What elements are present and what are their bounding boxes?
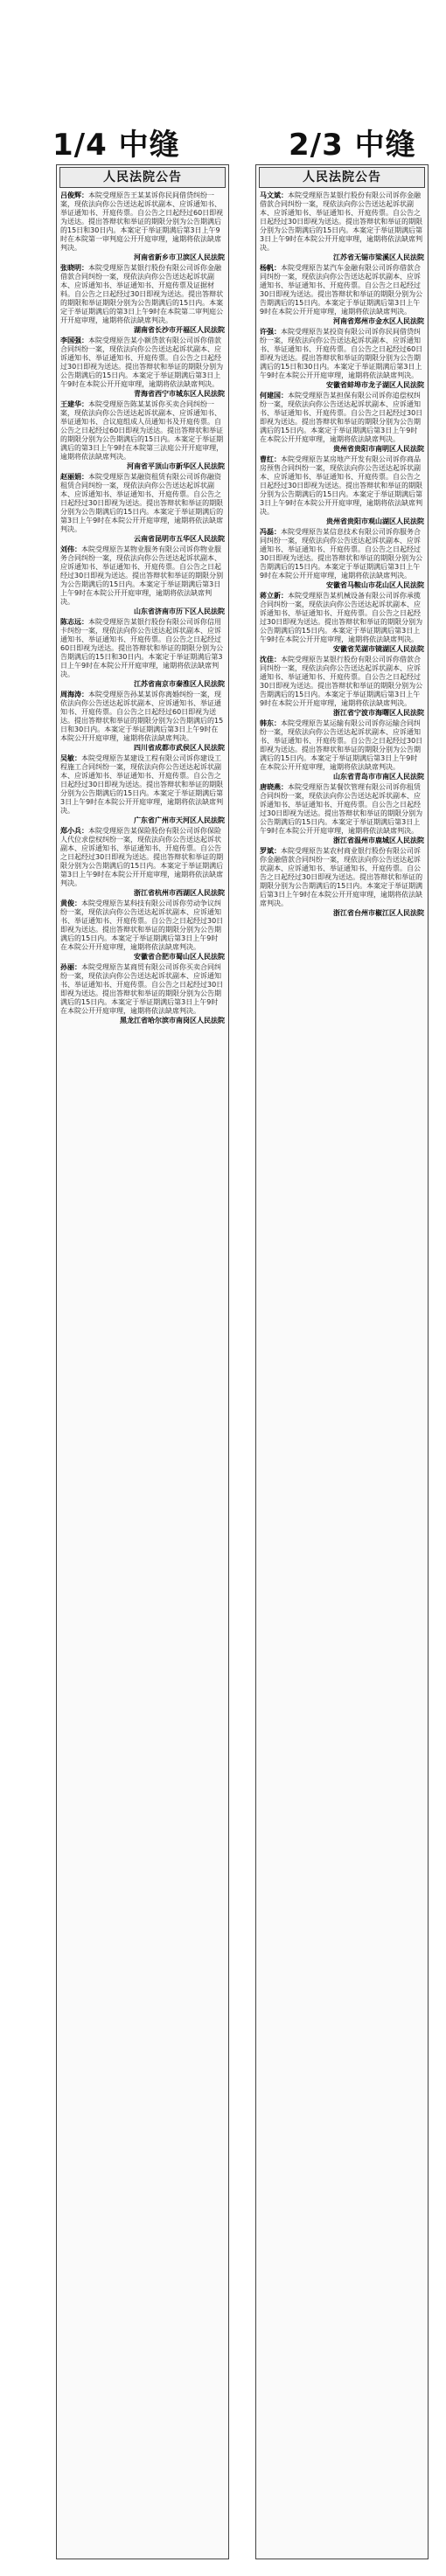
right-column-heading: 2/3 中缝 bbox=[289, 128, 416, 163]
notice-body: 本院受理原告某融资租赁有限公司诉你融资租赁合同纠纷一案，现依法向你公告送达起诉状副本、应诉通知书、举证通知书、开庭传票。自公告之日起经过30日即视为送达。提出答辩状和举证的期限分别为公告期满后的15日内。本案定于举证期满后的第3日上午9时在本院公开开庭审理，逾期将依法缺席判决。 bbox=[60, 473, 224, 533]
court-notice: 刘伟：本院受理原告某物业服务有限公司诉你物业服务合同纠纷一案，现依法向你公告送达起诉状副本、应诉通知书、举证通知书、开庭传票。自公告之日起经过30日即视为送达。提出答辩状和举证的期限分别为公告期满后的15日内。本案定于举证期满后第3日上午9时在本院公开开庭审理，逾期将依法缺席判决。 山东省济南市历下区人民法院 bbox=[60, 545, 225, 615]
court-notice: 许强：本院受理原告某投资有限公司诉你民间借贷纠纷一案，现依法向你公告送达起诉状副本、应诉通知书、举证通知书、开庭传票。自公告之日起经过60日即视为送达。提出答辩状和举证的期限分别为公告期满后的15日和30日内。本案定于举证期满后第3日上午9时在本院公开开庭审理，逾期将依法缺席判决。 安徽省蚌埠市龙子湖区人民法院 bbox=[260, 328, 424, 389]
notice-body: 本院受理原告某小额贷款有限公司诉你借款合同纠纷一案，现依法向你公告送达起诉状副本、应诉通知书、举证通知书、开庭传票。自公告之日起经过30日即视为送达。提出答辩状和举证的期限分别为公告期满后的15日内。本案定于举证期满后第3日上午9时在本院公开开庭审理，逾期将依法缺席判决。 bbox=[60, 337, 224, 388]
party-name: 孙丽 bbox=[60, 963, 74, 971]
notice-body: 本院受理原告某物业服务有限公司诉你物业服务合同纠纷一案，现依法向你公告送达起诉状副本、应诉通知书、举证通知书、开庭传票。自公告之日起经过30日即视为送达。提出答辩状和举证的期限分别为公告期满后的15日内。本案定于举证期满后第3日上午9时在本院公开开庭审理，逾期将依法缺席判决。 bbox=[60, 545, 224, 606]
party-name: 郑小兵 bbox=[60, 827, 81, 835]
court-notice: 王建华：本院受理原告陈某某诉你买卖合同纠纷一案，现依法向你公告送达起诉状副本、应诉通知书、举证通知书、合议庭组成人员通知书及开庭传票。自公告之日起经过60日即视为送达。提出答辩状和举证的期限分别为公告期满后的15日内。本案定于举证期满后的第3日上午9时在本院第三法庭公开开庭审理，逾期将依法缺席判决。 河南省平顶山市新华区人民法院 bbox=[60, 400, 225, 470]
party-name: 许强 bbox=[260, 328, 274, 336]
court-notice: 李国强：本院受理原告某小额贷款有限公司诉你借款合同纠纷一案，现依法向你公告送达起诉状副本、应诉通知书、举证通知书、开庭传票。自公告之日起经过30日即视为送达。提出答辩状和举证的期限分别为公告期满后的15日内。本案定于举证期满后第3日上午9时在本院公开开庭审理，逾期将依法缺席判决。 青海省西宁市城东区人民法院 bbox=[60, 337, 225, 398]
notice-body: 本院受理原告某商贸有限公司诉你买卖合同纠纷一案，现依法向你公告送达起诉状副本、应诉通知书、举证通知书、开庭传票。自公告之日起经过30日即视为送达。提出答辩状和举证的期限分别为公告期满后的15日内。本案定于举证期满后第3日上午9时在本院公开开庭审理，逾期将依法缺席判决。 bbox=[60, 963, 224, 1015]
notice-body: 本院受理原告某餐饮管理有限公司诉你租赁合同纠纷一案，现依法向你公告送达起诉状副本、应诉通知书、举证通知书、开庭传票。自公告之日起经过30日即视为送达。提出答辩状和举证的期限分别为公告期满后的15日内。本案定于举证期满后第3日上午9时在本院公开开庭审理，逾期将依法缺席判决。 bbox=[260, 783, 423, 835]
party-name: 韩东 bbox=[260, 719, 274, 727]
notice-body: 本院受理原告某机械设备有限公司诉你承揽合同纠纷一案，现依法向你公告送达起诉状副本、应诉通知书、举证通知书、开庭传票。自公告之日起经过30日即视为送达。提出答辩状和举证的期限分别为公告期满后的15日内。本案定于举证期满后第3日上午9时在本院公开开庭审理，逾期将依法缺席判决。 bbox=[260, 592, 423, 643]
party-name: 张晓明 bbox=[60, 264, 81, 272]
notice-body: 本院受理原告陈某某诉你买卖合同纠纷一案，现依法向你公告送达起诉状副本、应诉通知书、举证通知书、合议庭组成人员通知书及开庭传票。自公告之日起经过60日即视为送达。提出答辩状和举证的期限分别为公告期满后的15日内。本案定于举证期满后的第3日上午9时在本院第三法庭公开开庭审理，逾期将依法缺席判决。 bbox=[60, 400, 224, 461]
court-notice: 曹红：本院受理原告某房地产开发有限公司诉你商品房预售合同纠纷一案，现依法向你公告送达起诉状副本、应诉通知书、举证通知书、开庭传票。自公告之日起经过30日即视为送达。提出答辩状和举证的期限分别为公告期满后的15日内。本案定于举证期满后第3日上午9时在本院公开开庭审理，逾期将依法缺席判决。 贵州省贵阳市观山湖区人民法院 bbox=[260, 455, 424, 525]
court-signature: 安徽省蚌埠市龙子湖区人民法院 bbox=[326, 381, 424, 389]
notice-body: 本院受理原告某运输有限公司诉你运输合同纠纷一案，现依法向你公告送达起诉状副本、应诉通知书、举证通知书、开庭传票。自公告之日起经过30日即视为送达。提出答辩状和举证的期限分别为公告期满后的15日内。本案定于举证期满后第3日上午9时在本院公开开庭审理，逾期将依法缺席判决。 bbox=[260, 719, 423, 771]
court-notice: 赵丽娟：本院受理原告某融资租赁有限公司诉你融资租赁合同纠纷一案，现依法向你公告送达起诉状副本、应诉通知书、举证通知书、开庭传票。自公告之日起经过30日即视为送达。提出答辩状和举证的期限分别为公告期满后的15日内。本案定于举证期满后的第3日上午9时在本院公开开庭审理，逾期将依法缺席判决。 云南省昆明市五华区人民法院 bbox=[60, 473, 225, 543]
left-notice-column bbox=[56, 164, 229, 2559]
notice-body: 本院受理原告某银行股份有限公司诉你金融借款合同纠纷一案，现依法向你公告送达起诉状副本、应诉通知书、举证通知书、开庭传票。自公告之日起经过30日即视为送达。提出答辩状和举证的期限分别为公告期满后的15日内。本案定于举证期满后第3日上午9时在本院公开开庭审理，逾期将依法缺席判决。 bbox=[260, 191, 423, 252]
notice-body: 本院受理原告某农村商业银行股份有限公司诉你金融借款合同纠纷一案，现依法向你公告送达起诉状副本、应诉通知书、举证通知书、开庭传票。自公告之日起经过30日即视为送达。提出答辩状和举证的期限分别为公告期满后的15日内。本案定于举证期满后第3日上午9时在本院公开开庭审理，逾期将依法缺席判决。 bbox=[260, 847, 423, 907]
notice-body: 本院受理原告某房地产开发有限公司诉你商品房预售合同纠纷一案，现依法向你公告送达起诉状副本、应诉通知书、举证通知书、开庭传票。自公告之日起经过30日即视为送达。提出答辩状和举证的期限分别为公告期满后的15日内。本案定于举证期满后第3日上午9时在本院公开开庭审理，逾期将依法缺席判决。 bbox=[260, 455, 423, 516]
right-notice-column bbox=[255, 164, 429, 2559]
party-name: 曹红 bbox=[260, 455, 274, 463]
column-title: 人民法院公告 bbox=[259, 167, 425, 188]
party-name: 马文斌 bbox=[260, 191, 281, 199]
notice-body: 本院受理原告某银行股份有限公司诉你信用卡纠纷一案，现依法向你公告送达起诉状副本、应诉通知书、举证通知书、开庭传票。自公告之日起经过60日即视为送达。提出答辩状和举证的期限分别为公告期满后的15日和30日内。本案定于举证期满后第3日上午9时在本院公开开庭审理，逾期将依法缺席判决。 bbox=[60, 618, 224, 678]
party-name: 杨帆 bbox=[260, 264, 274, 272]
court-signature: 安徽省马鞍山市花山区人民法院 bbox=[326, 581, 424, 589]
court-signature: 云南省昆明市五华区人民法院 bbox=[134, 535, 225, 543]
notice-body: 本院受理原告某建设工程有限公司诉你建设工程施工合同纠纷一案，现依法向你公告送达起诉状副本、应诉通知书、举证通知书、开庭传票。自公告之日起经过30日即视为送达。提出答辩状和举证的期限分别为公告期满后的15日内。本案定于举证期满后第3日上午9时在本院公开开庭审理，逾期将依法缺席判决。 bbox=[60, 754, 224, 815]
court-signature: 江苏省南京市秦淮区人民法院 bbox=[134, 680, 225, 688]
court-signature: 河南省郑州市金水区人民法院 bbox=[333, 317, 424, 325]
court-notice: 杨帆：本院受理原告某汽车金融有限公司诉你借款合同纠纷一案，现依法向你公告送达起诉状副本、应诉通知书、举证通知书、开庭传票。自公告之日起经过30日即视为送达。提出答辩状和举证的期限分别为公告期满后的15日内。本案定于举证期满后第3日上午9时在本院公开开庭审理，逾期将依法缺席判决。 河南省郑州市金水区人民法院 bbox=[260, 264, 424, 325]
court-notice: 冯磊：本院受理原告某信息技术有限公司诉你服务合同纠纷一案，现依法向你公告送达起诉状副本、应诉通知书、举证通知书、开庭传票。自公告之日起经过30日即视为送达。提出答辩状和举证的期限分别为公告期满后的15日内。本案定于举证期满后第3日上午9时在本院公开开庭审理，逾期将依法缺席判决。 安徽省马鞍山市花山区人民法院 bbox=[260, 528, 424, 589]
party-name: 何建国 bbox=[260, 392, 281, 399]
party-name: 李国强 bbox=[60, 337, 81, 344]
court-notice: 吴敏：本院受理原告某建设工程有限公司诉你建设工程施工合同纠纷一案，现依法向你公告送达起诉状副本、应诉通知书、举证通知书、开庭传票。自公告之日起经过30日即视为送达。提出答辩状和举证的期限分别为公告期满后的15日内。本案定于举证期满后第3日上午9时在本院公开开庭审理，逾期将依法缺席判决。 广东省广州市天河区人民法院 bbox=[60, 754, 225, 824]
notice-body: 本院受理原告某信息技术有限公司诉你服务合同纠纷一案，现依法向你公告送达起诉状副本、应诉通知书、举证通知书、开庭传票。自公告之日起经过30日即视为送达。提出答辩状和举证的期限分别为公告期满后的15日内。本案定于举证期满后第3日上午9时在本院公开开庭审理，逾期将依法缺席判决。 bbox=[260, 528, 423, 580]
notice-body: 本院受理原告某银行股份有限公司诉你借款合同纠纷一案，现依法向你公告送达起诉状副本、应诉通知书、举证通知书、开庭传票。自公告之日起经过30日即视为送达。提出答辩状和举证的期限分别为公告期满后的15日内。本案定于举证期满后第3日上午9时在本院公开开庭审理，逾期将依法缺席判决。 bbox=[260, 656, 423, 707]
notice-list bbox=[256, 191, 428, 918]
party-name: 周海涛 bbox=[60, 691, 81, 698]
party-name: 陈志远 bbox=[60, 618, 81, 626]
court-signature: 青海省西宁市城东区人民法院 bbox=[134, 390, 225, 398]
court-signature: 山东省青岛市市南区人民法院 bbox=[333, 773, 424, 781]
notice-body: 本院受理原告某汽车金融有限公司诉你借款合同纠纷一案，现依法向你公告送达起诉状副本、应诉通知书、举证通知书、开庭传票。自公告之日起经过30日即视为送达。提出答辩状和举证的期限分别为公告期满后的15日内。本案定于举证期满后第3日上午9时在本院公开开庭审理，逾期将依法缺席判决。 bbox=[260, 264, 423, 316]
court-notice: 陈志远：本院受理原告某银行股份有限公司诉你信用卡纠纷一案，现依法向你公告送达起诉状副本、应诉通知书、举证通知书、开庭传票。自公告之日起经过60日即视为送达。提出答辩状和举证的期限分别为公告期满后的15日和30日内。本案定于举证期满后第3日上午9时在本院公开开庭审理，逾期将依法缺席判决。 江苏省南京市秦淮区人民法院 bbox=[60, 618, 225, 688]
court-signature: 贵州省贵阳市观山湖区人民法院 bbox=[326, 517, 424, 525]
party-name: 冯磊 bbox=[260, 528, 274, 536]
party-name: 唐晓燕 bbox=[260, 783, 281, 791]
court-notice: 吕俊辉：本院受理原告王某某诉你民间借贷纠纷一案，现依法向你公告送达起诉状副本、应诉通知书、举证通知书、开庭传票。自公告之日起经过60日即视为送达。提出答辩状和举证的期限分别为公告期满后的15日和30日内。本案定于举证期满后第3日上午9时在本院第一审判庭公开开庭审理，逾期将依法缺席判决。 河南省新乡市卫滨区人民法院 bbox=[60, 191, 225, 261]
left-column-heading: 1/4 中缝 bbox=[52, 128, 180, 163]
court-signature: 安徽省合肥市蜀山区人民法院 bbox=[134, 953, 225, 961]
court-notice: 郑小兵：本院受理原告某保险股份有限公司诉你保险人代位求偿权纠纷一案，现依法向你公告送达起诉状副本、应诉通知书、举证通知书、开庭传票。自公告之日起经过30日即视为送达。提出答辩状和举证的期限分别为公告期满后的15日内。本案定于举证期满后第3日上午9时在本院公开开庭审理，逾期将依法缺席判决。 浙江省杭州市西湖区人民法院 bbox=[60, 827, 225, 897]
court-signature: 江苏省无锡市梁溪区人民法院 bbox=[333, 253, 424, 261]
party-name: 吴敏 bbox=[60, 754, 74, 762]
court-signature: 山东省济南市历下区人民法院 bbox=[134, 608, 225, 615]
column-title: 人民法院公告 bbox=[59, 167, 226, 188]
court-notice: 周海涛：本院受理原告孙某某诉你离婚纠纷一案，现依法向你公告送达起诉状副本、应诉通知书、举证通知书、开庭传票。自公告之日起经过60日即视为送达。提出答辩状和举证的期限分别为公告期满后的15日和30日内。本案定于举证期满后第3日上午9时在本院公开开庭审理，逾期将依法缺席判决。 四川省成都市武侯区人民法院 bbox=[60, 691, 225, 752]
notice-body: 本院受理原告某保险股份有限公司诉你保险人代位求偿权纠纷一案，现依法向你公告送达起诉状副本、应诉通知书、举证通知书、开庭传票。自公告之日起经过30日即视为送达。提出答辩状和举证的期限分别为公告期满后的15日内。本案定于举证期满后第3日上午9时在本院公开开庭审理，逾期将依法缺席判决。 bbox=[60, 827, 224, 887]
court-notice: 张晓明：本院受理原告某银行股份有限公司诉你金融借款合同纠纷一案，现依法向你公告送达起诉状副本、应诉通知书、举证通知书、开庭传票及证据材料。自公告之日起经过30日即视为送达。提出答辩状的期限和举证期限分别为公告期满后的15日内。本案定于举证期满后的第3日上午9时在本院第二审判庭公开开庭审理，逾期将依法缺席判决。 湖南省长沙市开福区人民法院 bbox=[60, 264, 225, 334]
court-notice: 马文斌：本院受理原告某银行股份有限公司诉你金融借款合同纠纷一案，现依法向你公告送达起诉状副本、应诉通知书、举证通知书、开庭传票。自公告之日起经过30日即视为送达。提出答辩状和举证的期限分别为公告期满后的15日内。本案定于举证期满后第3日上午9时在本院公开开庭审理，逾期将依法缺席判决。 江苏省无锡市梁溪区人民法院 bbox=[260, 191, 424, 261]
court-signature: 浙江省杭州市西湖区人民法院 bbox=[134, 889, 225, 897]
court-signature: 广东省广州市天河区人民法院 bbox=[134, 816, 225, 824]
notice-body: 本院受理原告某投资有限公司诉你民间借贷纠纷一案，现依法向你公告送达起诉状副本、应诉通知书、举证通知书、开庭传票。自公告之日起经过60日即视为送达。提出答辩状和举证的期限分别为公告期满后的15日和30日内。本案定于举证期满后第3日上午9时在本院公开开庭审理，逾期将依法缺席判决。 bbox=[260, 328, 423, 379]
court-signature: 浙江省台州市椒江区人民法院 bbox=[333, 909, 424, 917]
party-name: 黄俊 bbox=[60, 899, 74, 907]
court-signature: 浙江省宁波市海曙区人民法院 bbox=[333, 709, 424, 717]
court-notice: 韩东：本院受理原告某运输有限公司诉你运输合同纠纷一案，现依法向你公告送达起诉状副本、应诉通知书、举证通知书、开庭传票。自公告之日起经过30日即视为送达。提出答辩状和举证的期限分别为公告期满后的15日内。本案定于举证期满后第3日上午9时在本院公开开庭审理，逾期将依法缺席判决。 山东省青岛市市南区人民法院 bbox=[260, 719, 424, 781]
court-notice: 沈佳：本院受理原告某银行股份有限公司诉你借款合同纠纷一案，现依法向你公告送达起诉状副本、应诉通知书、举证通知书、开庭传票。自公告之日起经过30日即视为送达。提出答辩状和举证的期限分别为公告期满后的15日内。本案定于举证期满后第3日上午9时在本院公开开庭审理，逾期将依法缺席判决。 浙江省宁波市海曙区人民法院 bbox=[260, 656, 424, 717]
party-name: 沈佳 bbox=[260, 656, 274, 663]
notice-body: 本院受理原告某银行股份有限公司诉你金融借款合同纠纷一案，现依法向你公告送达起诉状副本、应诉通知书、举证通知书、开庭传票及证据材料。自公告之日起经过30日即视为送达。提出答辩状的期限和举证期限分别为公告期满后的15日内。本案定于举证期满后的第3日上午9时在本院第二审判庭公开开庭审理，逾期将依法缺席判决。 bbox=[60, 264, 224, 324]
court-signature: 湖南省长沙市开福区人民法院 bbox=[134, 326, 225, 334]
party-name: 刘伟 bbox=[60, 545, 74, 553]
notice-body: 本院受理原告王某某诉你民间借贷纠纷一案，现依法向你公告送达起诉状副本、应诉通知书、举证通知书、开庭传票。自公告之日起经过60日即视为送达。提出答辩状和举证的期限分别为公告期满后的15日和30日内。本案定于举证期满后第3日上午9时在本院第一审判庭公开开庭审理，逾期将依法缺席判决。 bbox=[60, 191, 224, 252]
court-signature: 四川省成都市武侯区人民法院 bbox=[134, 744, 225, 752]
party-name: 王建华 bbox=[60, 400, 81, 408]
party-name: 赵丽娟 bbox=[60, 473, 81, 481]
court-signature: 河南省平顶山市新华区人民法院 bbox=[127, 462, 225, 470]
court-signature: 黑龙江省哈尔滨市南岗区人民法院 bbox=[120, 1017, 225, 1024]
court-signature: 河南省新乡市卫滨区人民法院 bbox=[134, 253, 225, 261]
court-signature: 安徽省芜湖市镜湖区人民法院 bbox=[333, 645, 424, 653]
party-name: 罗斌 bbox=[260, 847, 274, 855]
court-notice: 黄俊：本院受理原告某科技有限公司诉你劳动争议纠纷一案，现依法向你公告送达起诉状副本、应诉通知书、举证通知书、开庭传票。自公告之日起经过30日即视为送达。提出答辩状和举证的期限分别为公告期满后的15日内。本案定于举证期满后第3日上午9时在本院公开开庭审理，逾期将依法缺席判决。 安徽省合肥市蜀山区人民法院 bbox=[60, 899, 225, 961]
court-notice: 蒋立新：本院受理原告某机械设备有限公司诉你承揽合同纠纷一案，现依法向你公告送达起诉状副本、应诉通知书、举证通知书、开庭传票。自公告之日起经过30日即视为送达。提出答辩状和举证的期限分别为公告期满后的15日内。本案定于举证期满后第3日上午9时在本院公开开庭审理，逾期将依法缺席判决。 安徽省芜湖市镜湖区人民法院 bbox=[260, 592, 424, 653]
party-name: 吕俊辉 bbox=[60, 191, 81, 199]
party-name: 蒋立新 bbox=[260, 592, 281, 600]
court-notice: 唐晓燕：本院受理原告某餐饮管理有限公司诉你租赁合同纠纷一案，现依法向你公告送达起诉状副本、应诉通知书、举证通知书、开庭传票。自公告之日起经过30日即视为送达。提出答辩状和举证的期限分别为公告期满后的15日内。本案定于举证期满后第3日上午9时在本院公开开庭审理，逾期将依法缺席判决。 浙江省温州市鹿城区人民法院 bbox=[260, 783, 424, 844]
notice-body: 本院受理原告某担保有限公司诉你追偿权纠纷一案，现依法向你公告送达起诉状副本、应诉通知书、举证通知书、开庭传票。自公告之日起经过30日即视为送达。提出答辩状和举证的期限分别为公告期满后的15日内。本案定于举证期满后第3日上午9时在本院公开开庭审理，逾期将依法缺席判决。 bbox=[260, 392, 423, 443]
court-notice: 孙丽：本院受理原告某商贸有限公司诉你买卖合同纠纷一案，现依法向你公告送达起诉状副本、应诉通知书、举证通知书、开庭传票。自公告之日起经过30日即视为送达。提出答辩状和举证的期限分别为公告期满后的15日内。本案定于举证期满后第3日上午9时在本院公开开庭审理，逾期将依法缺席判决。 黑龙江省哈尔滨市南岗区人民法院 bbox=[60, 963, 225, 1024]
court-signature: 贵州省贵阳市南明区人民法院 bbox=[333, 445, 424, 453]
court-signature: 浙江省温州市鹿城区人民法院 bbox=[333, 837, 424, 844]
notice-body: 本院受理原告某科技有限公司诉你劳动争议纠纷一案，现依法向你公告送达起诉状副本、应诉通知书、举证通知书、开庭传票。自公告之日起经过30日即视为送达。提出答辩状和举证的期限分别为公告期满后的15日内。本案定于举证期满后第3日上午9时在本院公开开庭审理，逾期将依法缺席判决。 bbox=[60, 899, 224, 951]
notice-list bbox=[57, 191, 228, 1025]
notice-body: 本院受理原告孙某某诉你离婚纠纷一案，现依法向你公告送达起诉状副本、应诉通知书、举证通知书、开庭传票。自公告之日起经过60日即视为送达。提出答辩状和举证的期限分别为公告期满后的15日和30日内。本案定于举证期满后第3日上午9时在本院公开开庭审理，逾期将依法缺席判决。 bbox=[60, 691, 224, 742]
court-notice: 罗斌：本院受理原告某农村商业银行股份有限公司诉你金融借款合同纠纷一案，现依法向你公告送达起诉状副本、应诉通知书、举证通知书、开庭传票。自公告之日起经过30日即视为送达。提出答辩状和举证的期限分别为公告期满后的15日内。本案定于举证期满后第3日上午9时在本院公开开庭审理，逾期将依法缺席判决。 浙江省台州市椒江区人民法院 bbox=[260, 847, 424, 917]
court-notice: 何建国：本院受理原告某担保有限公司诉你追偿权纠纷一案，现依法向你公告送达起诉状副本、应诉通知书、举证通知书、开庭传票。自公告之日起经过30日即视为送达。提出答辩状和举证的期限分别为公告期满后的15日内。本案定于举证期满后第3日上午9时在本院公开开庭审理，逾期将依法缺席判决。 贵州省贵阳市南明区人民法院 bbox=[260, 392, 424, 453]
